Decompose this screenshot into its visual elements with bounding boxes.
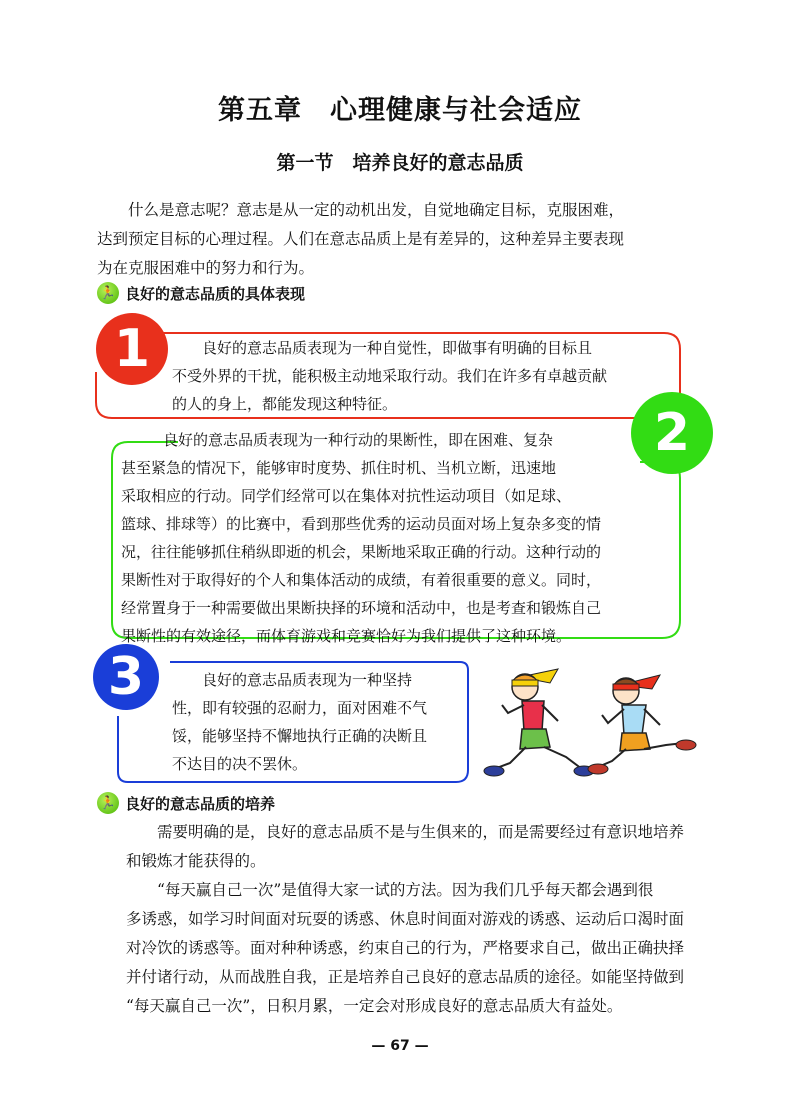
heading-traits-label: 良好的意志品质的具体表现 bbox=[125, 284, 306, 303]
box3-line: 性，即有较强的忍耐力，面对困难不气 bbox=[172, 699, 428, 717]
box2-line: 果断性的有效途径，而体育游戏和竞赛恰好为我们提供了这种环境。 bbox=[121, 627, 572, 645]
heading-cultivation bbox=[97, 792, 275, 814]
number-badge-3: 3 bbox=[93, 644, 159, 710]
number-badge-2: 2 bbox=[631, 392, 713, 474]
paragraph-line: 对冷饮的诱惑等。面对种种诱惑，约束自己的行为，严格要求自己，做出正确抉择 bbox=[126, 939, 685, 957]
runner-icon: 🏃 bbox=[97, 792, 119, 814]
runner-left-figure bbox=[484, 669, 594, 776]
runner-right-figure bbox=[588, 675, 696, 774]
box3-text bbox=[172, 666, 472, 778]
paragraph-line: 并付诸行动，从而战胜自我，正是培养自己良好的意志品质的途径。如能坚持做到 bbox=[126, 968, 685, 986]
box2-line: 篮球、排球等）的比赛中，看到那些优秀的运动员面对场上复杂多变的情 bbox=[121, 515, 602, 533]
box3-line: 良好的意志品质表现为一种坚持 bbox=[202, 671, 413, 689]
box2-line: 采取相应的行动。同学们经常可以在集体对抗性运动项目（如足球、 bbox=[121, 487, 572, 505]
paragraph-cultivation bbox=[126, 818, 766, 876]
box2-text bbox=[121, 426, 681, 650]
box2-line: 况，往往能够抓住稍纵即逝的机会，果断地采取正确的行动。这种行动的 bbox=[121, 543, 602, 561]
paragraph-line: 需要明确的是，良好的意志品质不是与生俱来的，而是需要经过有意识地培养 bbox=[126, 823, 685, 841]
box2-line: 甚至紧急的情况下，能够审时度势、抓住时机、当机立断，迅速地 bbox=[121, 459, 557, 477]
heading-cultivation-label: 良好的意志品质的培养 bbox=[125, 794, 276, 813]
runners-illustration bbox=[480, 665, 710, 785]
box2-line: 良好的意志品质表现为一种行动的果断性，即在困难、复杂 bbox=[163, 431, 554, 449]
paragraph-line: 和锻炼才能获得的。 bbox=[126, 852, 266, 870]
paragraph-line: “每天赢自己一次”，日积月累，一定会对形成良好的意志品质大有益处。 bbox=[126, 997, 623, 1015]
box1-line: 良好的意志品质表现为一种自觉性，即做事有明确的目标且 bbox=[202, 339, 593, 357]
box2-line: 经常置身于一种需要做出果断抉择的环境和活动中，也是考查和锻炼自己 bbox=[121, 599, 602, 617]
intro-line: 什么是意志呢？意志是从一定的动机出发，自觉地确定目标，克服困难， bbox=[97, 201, 625, 219]
paragraph-line: “每天赢自己一次”是值得大家一试的方法。因为我们几乎每天都会遇到很 bbox=[126, 881, 654, 899]
section-title: 第一节 培养良好的意志品质 bbox=[276, 152, 524, 174]
box3-line: 馁，能够坚持不懈地执行正确的决断且 bbox=[172, 727, 428, 745]
paragraph-method bbox=[126, 876, 766, 1021]
box3-line: 不达目的决不罢休。 bbox=[172, 755, 308, 773]
box1-line: 的人的身上，都能发现这种特征。 bbox=[172, 395, 398, 413]
box1-line: 不受外界的干扰，能积极主动地采取行动。我们在许多有卓越贡献 bbox=[172, 367, 608, 385]
chapter-title: 第五章 心理健康与社会适应 bbox=[218, 95, 582, 126]
box2-line: 果断性对于取得好的个人和集体活动的成绩，有着很重要的意义。同时， bbox=[121, 571, 602, 589]
paragraph-line: 多诱惑，如学习时间面对玩耍的诱惑、休息时间面对游戏的诱惑、运动后口渴时面 bbox=[126, 910, 685, 928]
runner-icon: 🏃 bbox=[97, 282, 119, 304]
page-number: — 67 — bbox=[371, 1038, 429, 1054]
intro-line: 为在克服困难中的努力和行为。 bbox=[97, 259, 315, 277]
number-badge-1: 1 bbox=[96, 313, 168, 385]
intro-line: 达到预定目标的心理过程。人们在意志品质上是有差异的，这种差异主要表现 bbox=[97, 230, 625, 248]
box1-text bbox=[172, 334, 672, 418]
